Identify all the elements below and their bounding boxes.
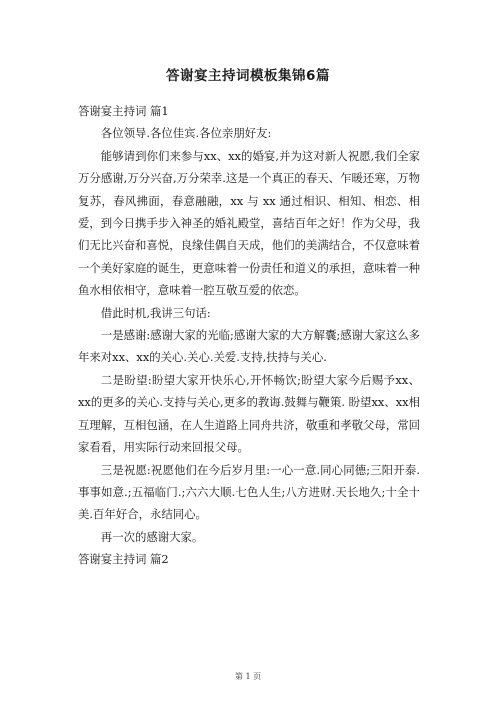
paragraph-closing: 再一次的感谢大家。 [100, 529, 204, 544]
paragraph-point-blessing: 三是祝愿:祝愿他们在今后岁月里:一心一意.同心同德;三阳开泰.事事如意.;五福临门.;六六大顺.七色人生;八方进财.天长地久;十全十美.百年好合，永结同心。 [78, 462, 420, 522]
section-heading: 答谢宴主持词 篇1 [78, 104, 169, 118]
paragraph-three-points: 借此时机,我讲三句话: [100, 305, 211, 320]
paragraph-thanks-intro: 能够请到你们来参与xx、xx的婚宴,并为这对新人祝愿,我们全家万分感谢,万分兴奋,万分荣幸.这是一个真正的春天、乍暖还寒，万物复苏，春风拂面，春意融融，xx 与 xx 通过相识、相知、相恋、相爱，到今日携手步入神圣的婚礼殿堂，喜结百年之好！作为父母，我们无比兴奋和喜悦，良缘佳偶自天成，他们的美满结合，不仅意味着一个美好家庭的诞生，更意味着一份责任和道义的承担，意味着一种鱼水相依相守，意味着一腔互敬互爱的依恋。 [78, 148, 420, 298]
paragraph-greeting: 各位领导.各位佳宾.各位亲朋好友: [100, 126, 272, 141]
paragraph-point-hope: 二是盼望:盼望大家开快乐心,开怀畅饮;盼望大家今后赐予xx、xx的更多的关心.支持与关心,更多的教诲.鼓舞与鞭策. 盼望xx、xx相互理解，互相包涵，在人生道路上同舟共济，敬重和孝敬父母，常回家看看，用实际行动来回报父母。 [78, 372, 420, 455]
document-title: 答谢宴主持词模板集锦6篇 [166, 68, 330, 84]
page-number: 第 1 页 [234, 672, 262, 681]
section-heading: 答谢宴主持词 篇2 [78, 552, 169, 567]
paragraph-point-gratitude: 一是感谢:感谢大家的光临;感谢大家的大方解囊;感谢大家这么多年来对xx、xx的关心.关心.关爱.支持,扶持与关心. [78, 328, 420, 365]
document-body [78, 100, 420, 571]
